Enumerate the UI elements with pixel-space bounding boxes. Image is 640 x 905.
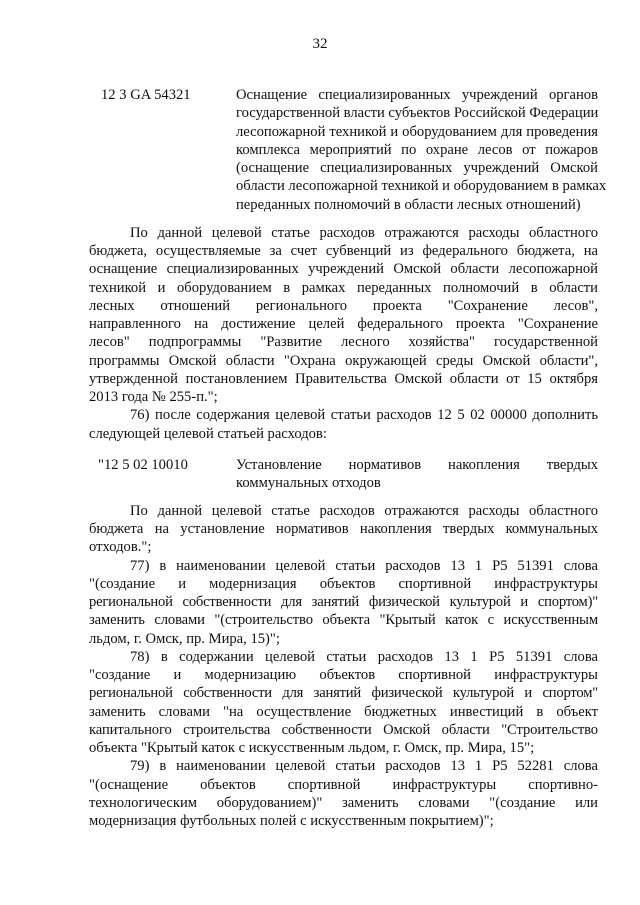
paragraph-line: программы Омской области "Охрана окружающей среды Омской области", [89, 353, 598, 369]
entry-line: коммунальных отходов [236, 475, 381, 491]
entry-line: Оснащение специализированных учреждений органов [236, 87, 598, 103]
paragraph-line: объекта "Крытый каток с искусственным льдом, г. Омск, пр. Мира, 15"; [89, 740, 535, 756]
paragraph-line: 77) в наименовании целевой статьи расходов 13 1 P5 51391 слова [130, 558, 598, 574]
paragraph-line: 78) в содержании целевой статьи расходов 13 1 P5 51391 слова [130, 649, 598, 665]
paragraph-line: льдом, г. Омск, пр. Мира, 15)"; [89, 631, 280, 647]
paragraph-line: "(оснащение объектов спортивной инфраструктуры спортивно- [89, 777, 598, 793]
paragraph-line: 2013 года № 255-п."; [89, 389, 218, 405]
budget-code: 12 3 GA 54321 [101, 87, 191, 103]
entry-line: переданных полномочий в области лесных отношений) [236, 197, 581, 213]
page-number: 32 [312, 36, 328, 52]
paragraph-line: бюджета, осуществляемые за счет субвенций из федерального бюджета, на [89, 243, 598, 259]
paragraph-line: заменить словами "(строительство объекта "Крытый каток с искусственным [89, 612, 598, 628]
paragraph-line: "(создание и модернизация объектов спортивной инфраструктуры [89, 576, 598, 592]
entry-line: (оснащение специализированных учреждений Омской [236, 160, 598, 176]
paragraph-line: лесных отношений регионального проекта "Сохранение лесов", [89, 298, 598, 314]
paragraph-line: региональной собственности для занятий физической культурой и спортом)" [89, 594, 598, 610]
paragraph-line: бюджета на установление нормативов накопления твердых коммунальных [89, 521, 598, 537]
entry-line: комплекса мероприятий по охране лесов от пожаров [236, 142, 598, 158]
paragraph-line: По данной целевой статье расходов отражаются расходы областного [130, 503, 598, 519]
paragraph-line: 76) после содержания целевой статьи расходов 12 5 02 00000 дополнить [130, 407, 598, 423]
paragraph-line: региональной собственности для занятий физической культурой и спортом" [89, 685, 598, 701]
entry-line: Установление нормативов накопления твердых [236, 457, 598, 473]
paragraph-line: направленного на достижение целей федерального проекта "Сохранение [89, 316, 598, 332]
paragraph-line: По данной целевой статье расходов отражаются расходы областного [130, 225, 598, 241]
paragraph-line: утвержденной постановлением Правительства Омской области от 15 октября [89, 371, 598, 387]
paragraph-line: "создание и модернизацию объектов спортивной инфраструктуры [89, 667, 598, 683]
budget-code: "12 5 02 10010 [98, 457, 188, 473]
paragraph-line: техникой и оборудованием в рамках переданных полномочий в области [89, 280, 598, 296]
entry-line: лесопожарной техникой и оборудованием для проведения [236, 124, 598, 140]
paragraph-line: технологическим оборудованием)" заменить словами "(создание или [89, 795, 598, 811]
paragraph-line: заменить словами "на осуществление бюджетных инвестиций в объект [89, 704, 598, 720]
entry-line: государственной власти субъектов Российской Федерации [236, 105, 599, 121]
paragraph-line: отходов."; [89, 539, 152, 555]
paragraph-line: модернизация футбольных полей с искусственным покрытием)"; [89, 813, 494, 829]
paragraph-line: капитального строительства собственности Омской области "Строительство [89, 722, 598, 738]
paragraph-line: лесов" подпрограммы "Развитие лесного хозяйства" государственной [89, 334, 598, 350]
paragraph-line: оснащение специализированных учреждений Омской области лесопожарной [89, 261, 598, 277]
entry-line: области лесопожарной техникой и оборудованием в рамках [236, 178, 607, 194]
paragraph-line: следующей целевой статьей расходов: [89, 426, 327, 442]
paragraph-line: 79) в наименовании целевой статьи расходов 13 1 P5 52281 слова [130, 758, 598, 774]
